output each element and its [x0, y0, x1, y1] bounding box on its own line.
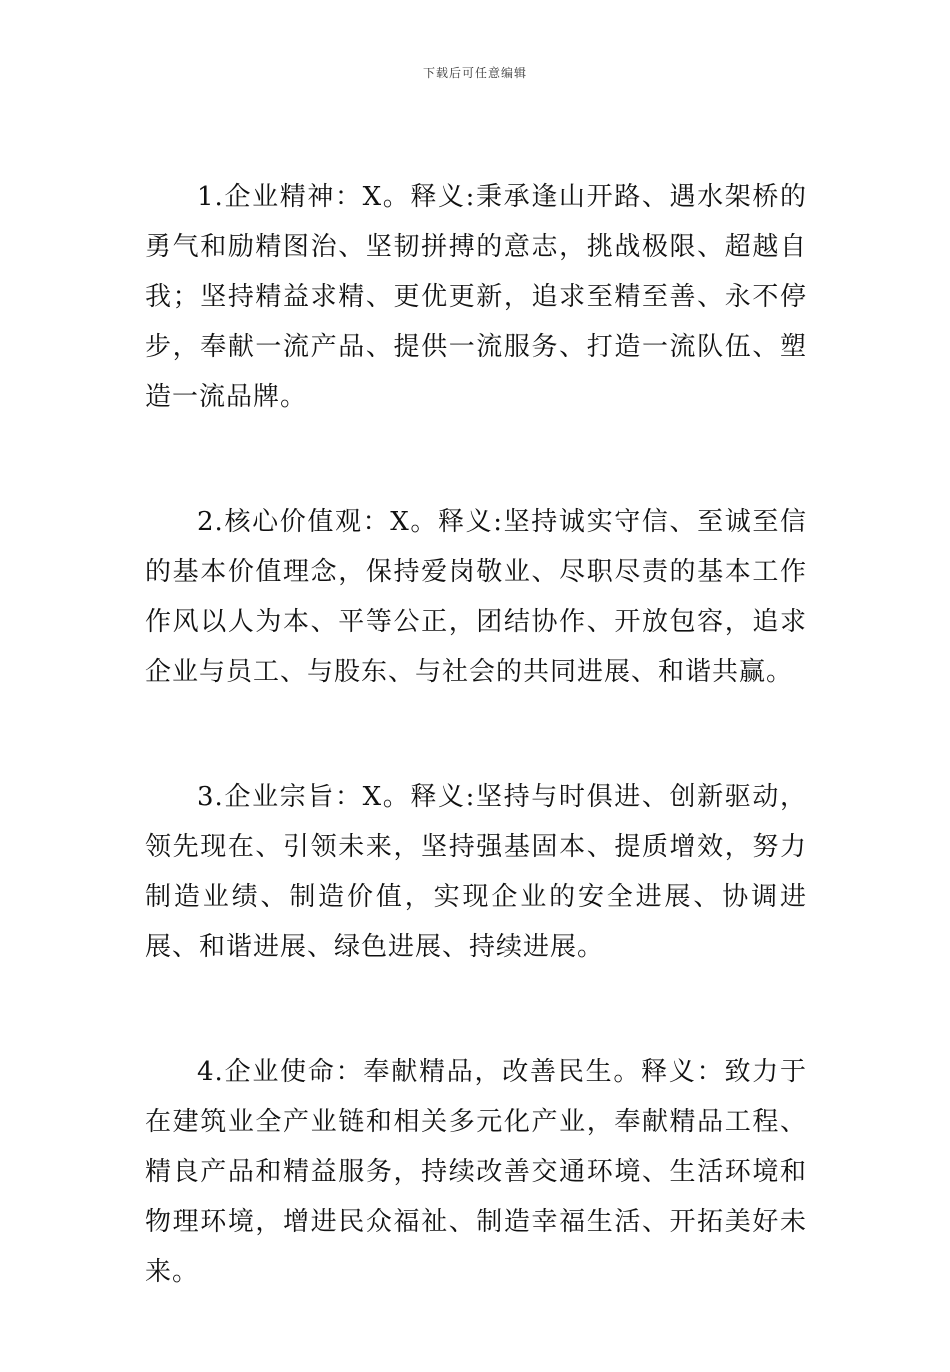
page-header-note: 下载后可任意编辑	[422, 66, 527, 80]
paragraph-enterprise-purpose: 3.企业宗旨：X。释义:坚持与时俱进、创新驱动，领先现在、引领未来，坚持强基固本、提质增效，努力制造业绩、制造价值，实现企业的安全进展、协调进展、和谐进展、绿色进展、持续进展。	[145, 782, 807, 962]
paragraph-core-values: 2.核心价值观：X。释义:坚持诚实守信、至诚至信的基本价值理念，保持爱岗敬业、尽职尽责的基本工作作风以人为本、平等公正，团结协作、开放包容，追求企业与员工、与股东、与社会的共同进展、和谐共赢。	[145, 507, 807, 687]
paragraph-enterprise-spirit: 1.企业精神：X。释义:秉承逢山开路、遇水架桥的勇气和励精图治、坚韧拼搏的意志，挑战极限、超越自我；坚持精益求精、更优更新，追求至精至善、永不停步，奉献一流产品、提供一流服务、打造一流队伍、塑造一流品牌。	[145, 182, 807, 412]
paragraph-enterprise-mission: 4.企业使命：奉献精品，改善民生。释义：致力于在建筑业全产业链和相关多元化产业，奉献精品工程、精良产品和精益服务，持续改善交通环境、生活环境和物理环境，增进民众福祉、制造幸福生活、开拓美好未来。	[145, 1057, 807, 1287]
document-body	[145, 172, 807, 1372]
